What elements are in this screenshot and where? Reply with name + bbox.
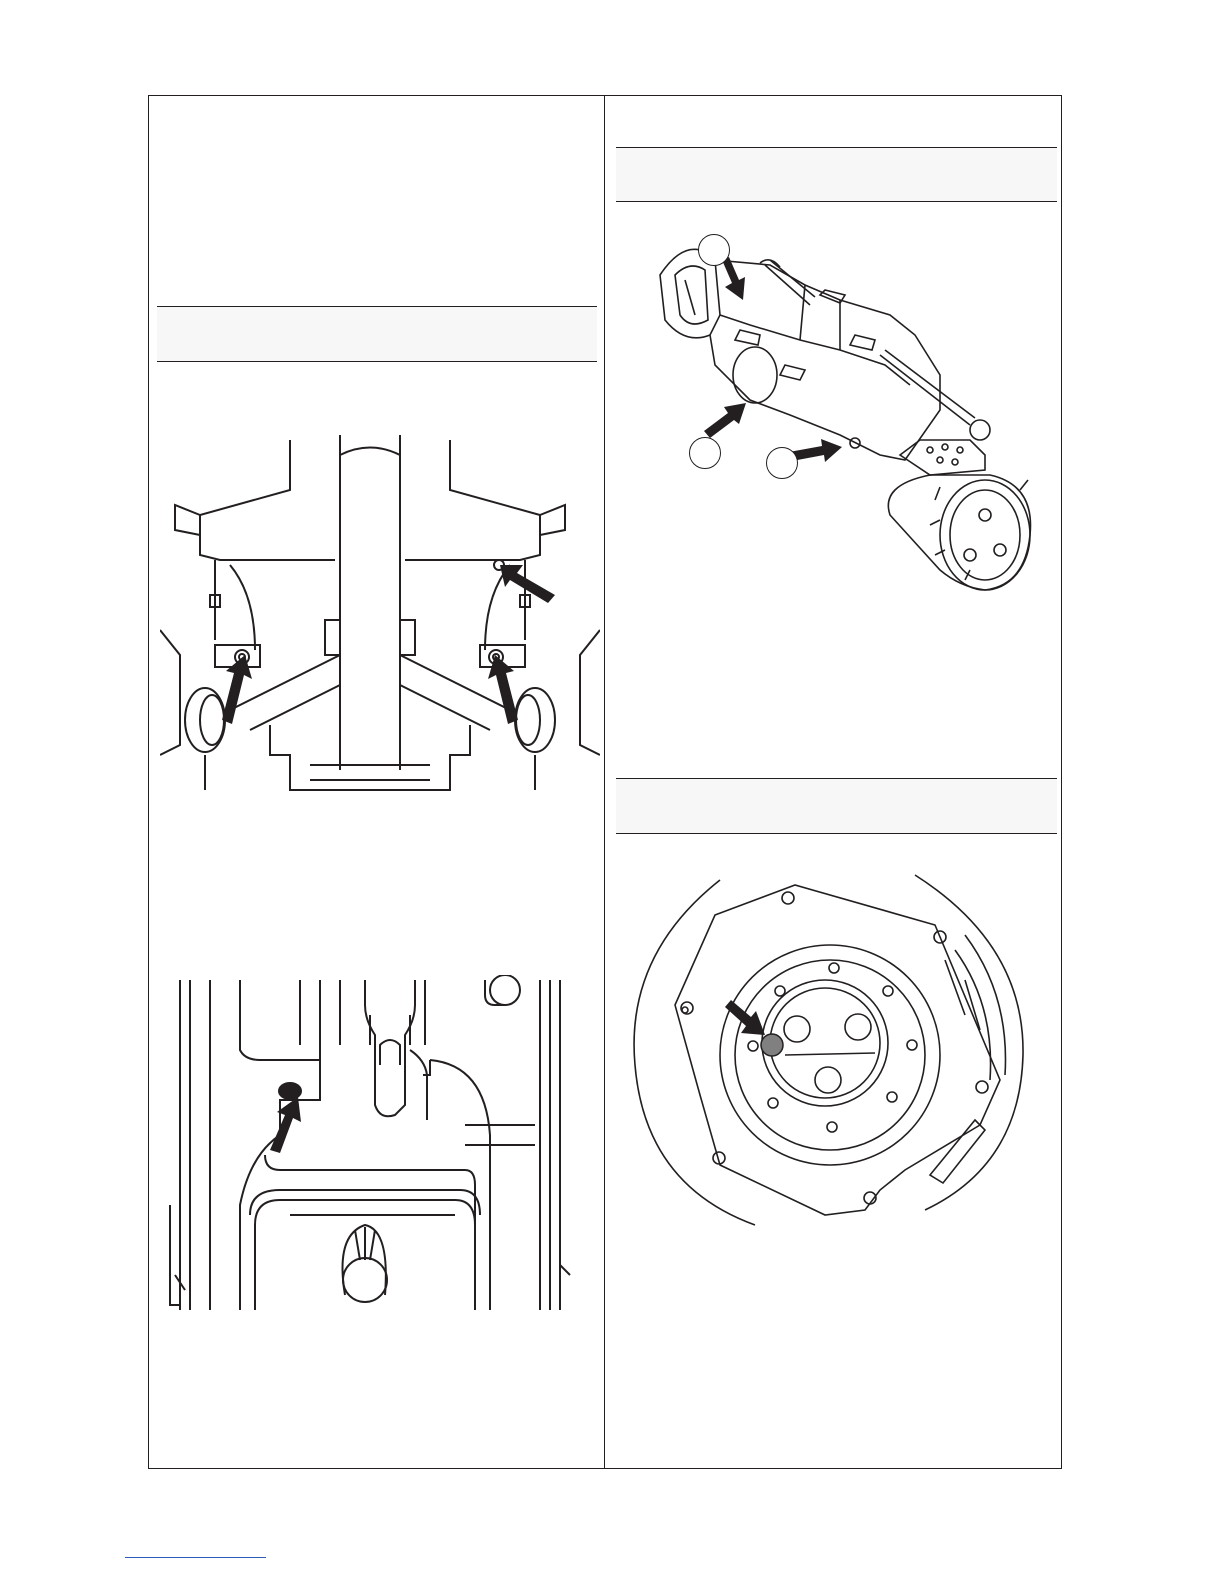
callout-2 [689, 437, 721, 469]
drain-plug-icon [278, 1082, 302, 1100]
hub-plug-icon [761, 1034, 783, 1056]
axle-assembly-figure [640, 225, 1050, 605]
arrow-icon [725, 1000, 765, 1035]
section-header-left-1 [157, 306, 597, 362]
drain-plug-figure [165, 975, 585, 1315]
footer-link-underline[interactable] [125, 1557, 266, 1558]
column-divider [604, 95, 605, 1469]
hub-plug-figure [625, 865, 1030, 1230]
section-header-right-1 [616, 147, 1057, 202]
callout-1 [698, 234, 730, 266]
arrow-icon [222, 565, 555, 724]
arrow-icon [704, 257, 842, 462]
arrow-icon [270, 1097, 301, 1153]
callout-3 [766, 447, 798, 479]
section-header-right-2 [616, 778, 1057, 834]
frame-mount-figure [160, 435, 600, 795]
